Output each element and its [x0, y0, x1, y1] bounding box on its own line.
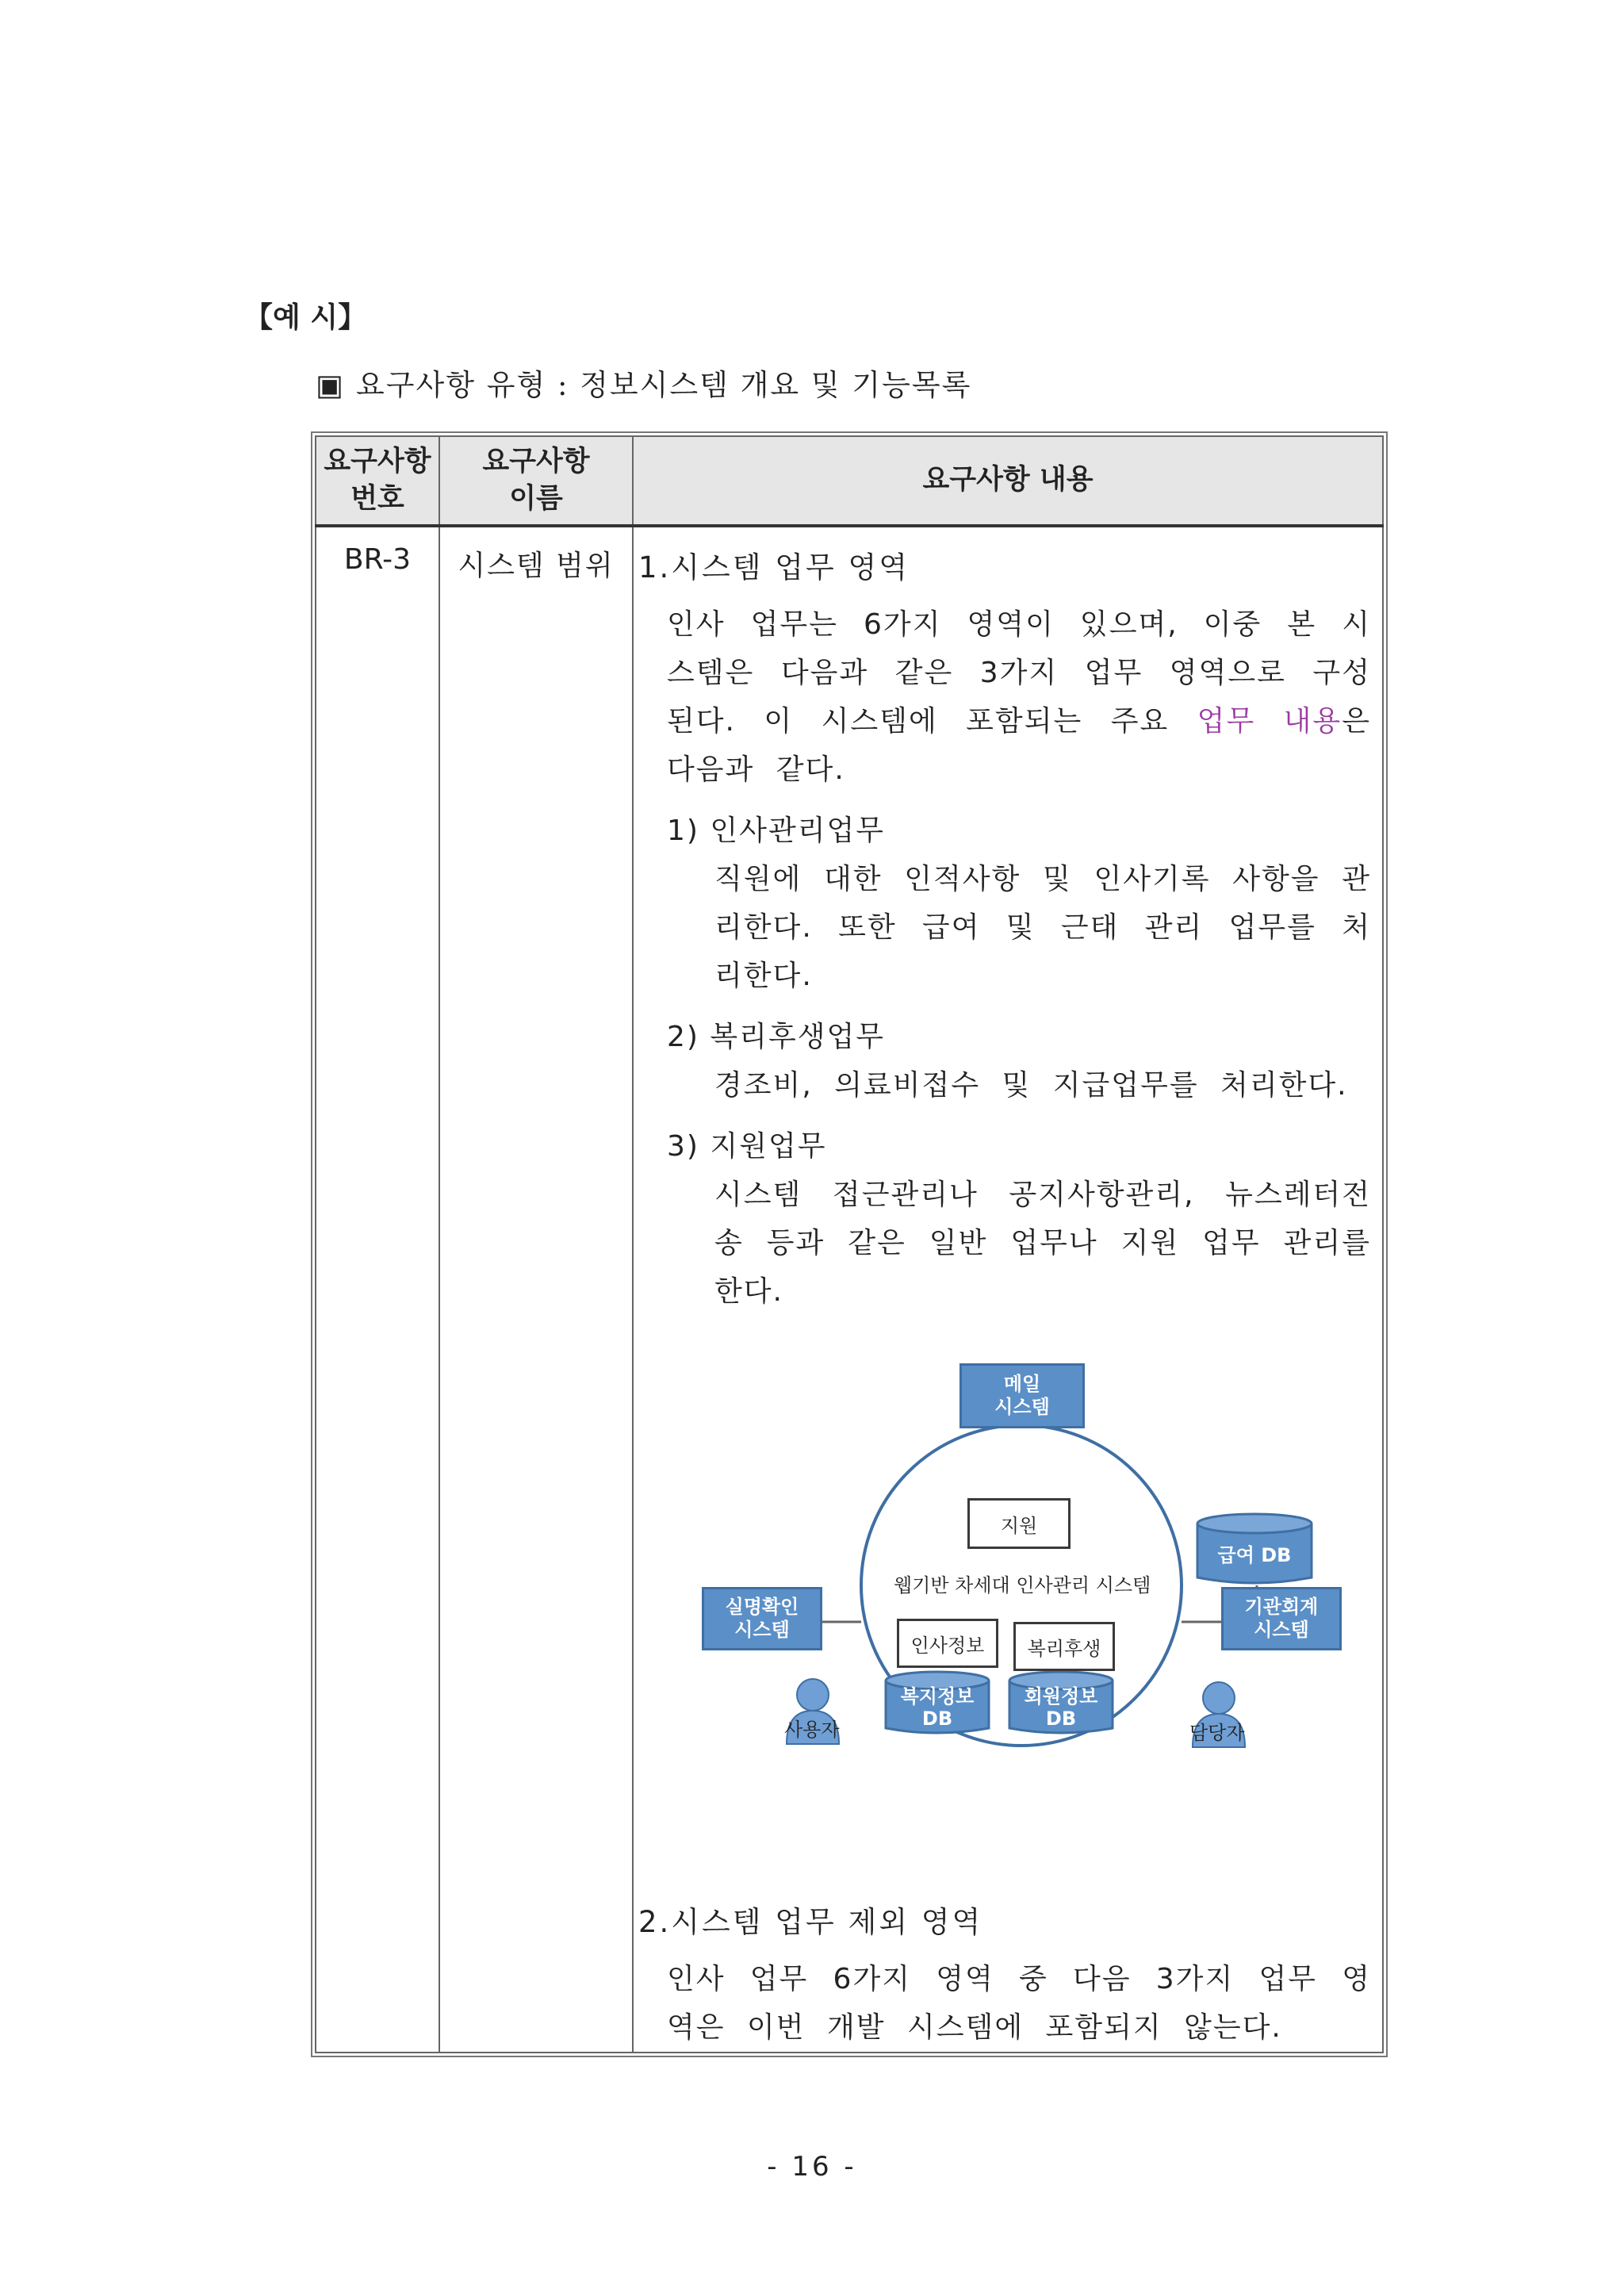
item-title: 3) 지원업무: [667, 1130, 827, 1163]
section1-title: 1.시스템 업무 영역: [638, 550, 910, 585]
intro-part2: 은 다음과 같다.: [667, 705, 1371, 786]
item-body: 경조비, 의료비접수 및 지급업무를 처리한다.: [714, 1069, 1348, 1102]
accounting-system-box: 기관회계 시스템: [1221, 1587, 1342, 1650]
requirements-table-frame: [311, 431, 1388, 2057]
header-req-name: [439, 436, 633, 526]
header-req-name-line2: 이름: [509, 483, 563, 515]
user-label: 사용자: [784, 1719, 840, 1741]
salary-db-label: 급여 DB: [1217, 1544, 1292, 1567]
manager-label: 담당자: [1189, 1722, 1245, 1744]
section2-body: 인사 업무 6가지 영역 중 다음 3가지 업무 영역은 이번 개발 시스템에 포함되지 않는다.: [667, 1963, 1371, 2044]
header-req-content: 요구사항 내용: [633, 436, 1383, 526]
welfare-db-label: 복지정보 DB: [900, 1685, 975, 1730]
welfare-box: 복리후생: [1013, 1622, 1115, 1671]
item-body: 시스템 접근관리나 공지사항관리, 뉴스레터전송 등과 같은 일반 업무나 지원 업무 관리를 한다.: [714, 1179, 1371, 1308]
realname-system-box: 실명확인 시스템: [702, 1587, 822, 1650]
member-db-label: 회원정보 DB: [1024, 1685, 1098, 1730]
header-req-name-line1: 요구사항: [482, 445, 590, 477]
system-diagram: [702, 1355, 1384, 1815]
item-title: 1) 인사관리업무: [667, 815, 886, 847]
mail-system-box: 메일 시스템: [959, 1363, 1085, 1428]
example-label: 【예 시】: [244, 301, 367, 334]
page-number: - 16 -: [767, 2151, 857, 2183]
hr-info-box: 인사정보: [897, 1619, 998, 1668]
item-title: 2) 복리후생업무: [667, 1021, 886, 1053]
header-req-number-line1: 요구사항: [324, 445, 431, 477]
header-req-number: [316, 436, 439, 526]
requirement-type-text: 요구사항 유형 : 정보시스템 개요 및 기능목록: [355, 368, 972, 402]
item-body: 직원에 대한 인적사항 및 인사기록 사항을 관리한다. 또한 급여 및 근태 관리 업무를 처리한다.: [714, 863, 1371, 992]
req-name-cell: 시스템 범위: [439, 526, 633, 2053]
section2-title: 2.시스템 업무 제외 영역: [638, 1905, 983, 1939]
req-number-cell: BR-3: [316, 526, 439, 2053]
table-header-row: [316, 436, 1383, 526]
req-content-cell: [633, 526, 1383, 2053]
requirement-type-line: [316, 361, 971, 404]
requirements-table: [315, 435, 1384, 2053]
header-req-number-line2: 번호: [350, 483, 404, 515]
support-box: 지원: [967, 1498, 1071, 1549]
intro-part1: 인사 업무는 6가지 영역이 있으며, 이중 본 시스템은 다음과 같은 3가지 업무 영역으로 구성된다. 이 시스템에 포함되는 주요: [667, 608, 1371, 738]
circle-title: 웹기반 차세대 인사관리 시스템: [894, 1574, 1151, 1596]
section1-intro: [667, 600, 1371, 794]
table-row: [316, 526, 1383, 2053]
square-bullet-icon: ▣: [316, 368, 345, 402]
intro-highlight: 업무 내용: [1197, 705, 1342, 738]
